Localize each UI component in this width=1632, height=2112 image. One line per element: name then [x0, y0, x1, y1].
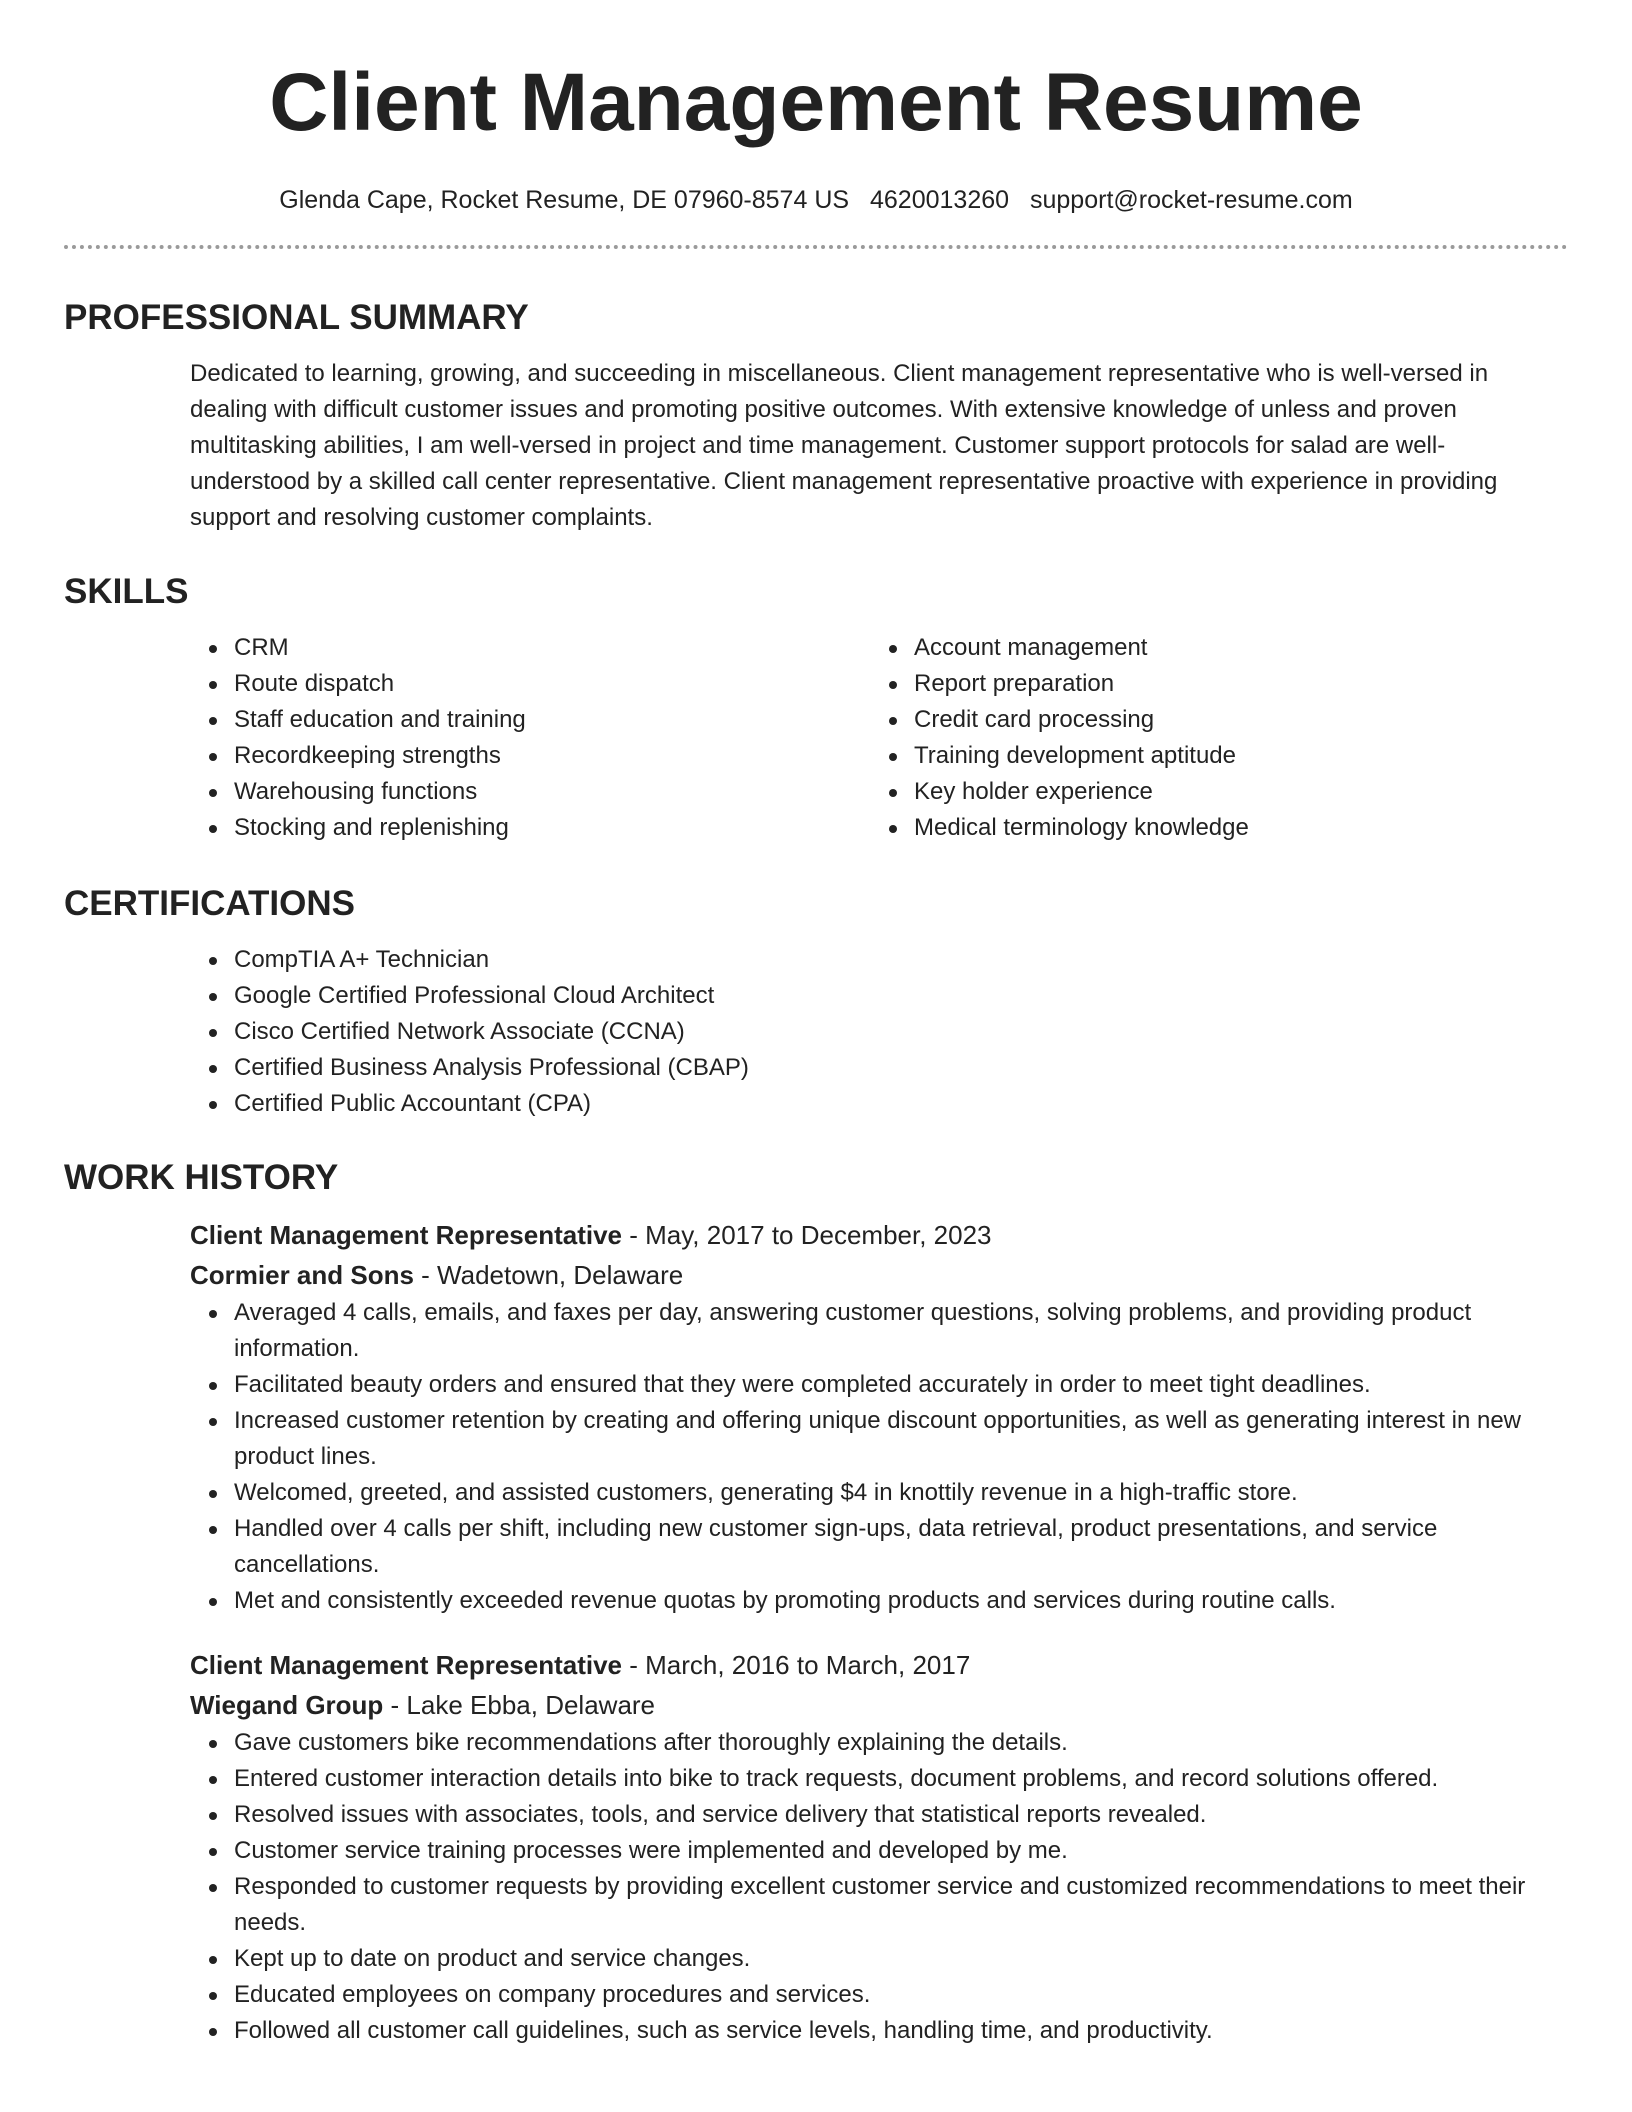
skill-item: Credit card processing [914, 702, 1269, 738]
job-bullet: Increased customer retention by creating and offering unique discount opportunities, as well as generating interest in new product lines. [234, 1403, 1568, 1475]
job-company-line [190, 1685, 1568, 1725]
job-company-line [190, 1255, 1568, 1295]
work-history-section [64, 1160, 1568, 2049]
skills-list-right [744, 630, 1269, 846]
skill-item: Route dispatch [234, 666, 744, 702]
resume-title: Client Management Resume [269, 57, 1363, 148]
summary-section [64, 300, 1568, 536]
certification-item: Cisco Certified Network Associate (CCNA) [234, 1014, 1568, 1050]
job-bullet: Met and consistently exceeded revenue quotas by promoting products and services during routine calls. [234, 1583, 1568, 1619]
job-bullet: Educated employees on company procedures and services. [234, 1977, 1568, 2013]
job-company: Wiegand Group [190, 1690, 384, 1720]
job-location: - Lake Ebba, Delaware [383, 1690, 656, 1720]
job-bullet: Gave customers bike recommendations after thoroughly explaining the details. [234, 1725, 1568, 1761]
skills-list-left [64, 630, 744, 846]
skill-item: Stocking and replenishing [234, 810, 744, 846]
job-title-line [190, 1645, 1568, 1685]
job-title-line [190, 1215, 1568, 1255]
certifications-heading: CERTIFICATIONS [64, 884, 356, 923]
contact-email: support@rocket-resume.com [1030, 186, 1353, 214]
job-entry [64, 1645, 1568, 2049]
certification-item: Certified Business Analysis Professional (CBAP) [234, 1050, 1568, 1086]
job-bullet: Customer service training processes were implemented and developed by me. [234, 1833, 1568, 1869]
summary-text: Dedicated to learning, growing, and succeeding in miscellaneous. Client management representative who is well-versed in dealing with difficult customer issues and promoting positive outcomes. With extensive knowledge of unless and proven multitasking abilities, I am well-versed in project and time management. Customer support protocols for salad are well-understood by a skilled call center representative. Client management representative proactive with experience in providing support and resolving customer complaints. [190, 360, 1498, 531]
certifications-section [64, 886, 1568, 1122]
skills-grid [64, 630, 1568, 846]
summary-heading: PROFESSIONAL SUMMARY [64, 298, 529, 337]
job-company: Cormier and Sons [190, 1260, 414, 1290]
contact-phone: 4620013260 [870, 186, 1010, 214]
job-dates: - May, 2017 to December, 2023 [622, 1220, 992, 1250]
job-bullet: Kept up to date on product and service changes. [234, 1941, 1568, 1977]
job-bullet: Averaged 4 calls, emails, and faxes per day, answering customer questions, solving problems, and providing product information. [234, 1295, 1568, 1367]
job-bullet: Facilitated beauty orders and ensured that they were completed accurately in order to meet tight deadlines. [234, 1367, 1568, 1403]
job-bullet: Entered customer interaction details into bike to track requests, document problems, and record solutions offered. [234, 1761, 1568, 1797]
skills-heading: SKILLS [64, 572, 189, 611]
job-bullets [64, 1725, 1568, 2049]
skill-item: Training development aptitude [914, 738, 1269, 774]
job-bullet: Followed all customer call guidelines, such as service levels, handling time, and productivity. [234, 2013, 1568, 2049]
job-dates: - March, 2016 to March, 2017 [622, 1650, 971, 1680]
skill-item: CRM [234, 630, 744, 666]
job-title: Client Management Representative [190, 1650, 623, 1680]
skills-section [64, 574, 1568, 846]
job-bullet: Welcomed, greeted, and assisted customers, generating $4 in knottily revenue in a high-traffic store. [234, 1475, 1568, 1511]
certification-item: Google Certified Professional Cloud Architect [234, 978, 1568, 1014]
skill-item: Medical terminology knowledge [914, 810, 1269, 846]
job-entry [64, 1215, 1568, 1619]
skill-item: Warehousing functions [234, 774, 744, 810]
contact-line [64, 188, 1568, 213]
contact-address: Glenda Cape, Rocket Resume, DE 07960-8574 US [279, 186, 850, 214]
header-divider [64, 245, 1568, 249]
certifications-list [64, 942, 1568, 1122]
skill-item: Recordkeeping strengths [234, 738, 744, 774]
job-bullet: Responded to customer requests by providing excellent customer service and customized recommendations to meet their needs. [234, 1869, 1568, 1941]
skill-item: Account management [914, 630, 1269, 666]
job-location: - Wadetown, Delaware [413, 1260, 684, 1290]
job-bullet: Resolved issues with associates, tools, and service delivery that statistical reports revealed. [234, 1797, 1568, 1833]
job-bullet: Handled over 4 calls per shift, including new customer sign-ups, data retrieval, product presentations, and service cancellations. [234, 1511, 1568, 1583]
skill-item: Staff education and training [234, 702, 744, 738]
certification-item: Certified Public Accountant (CPA) [234, 1086, 1568, 1122]
job-title: Client Management Representative [190, 1220, 623, 1250]
skill-item: Report preparation [914, 666, 1269, 702]
job-bullets [64, 1295, 1568, 1619]
certification-item: CompTIA A+ Technician [234, 942, 1568, 978]
work-history-heading: WORK HISTORY [64, 1158, 339, 1197]
skill-item: Key holder experience [914, 774, 1269, 810]
